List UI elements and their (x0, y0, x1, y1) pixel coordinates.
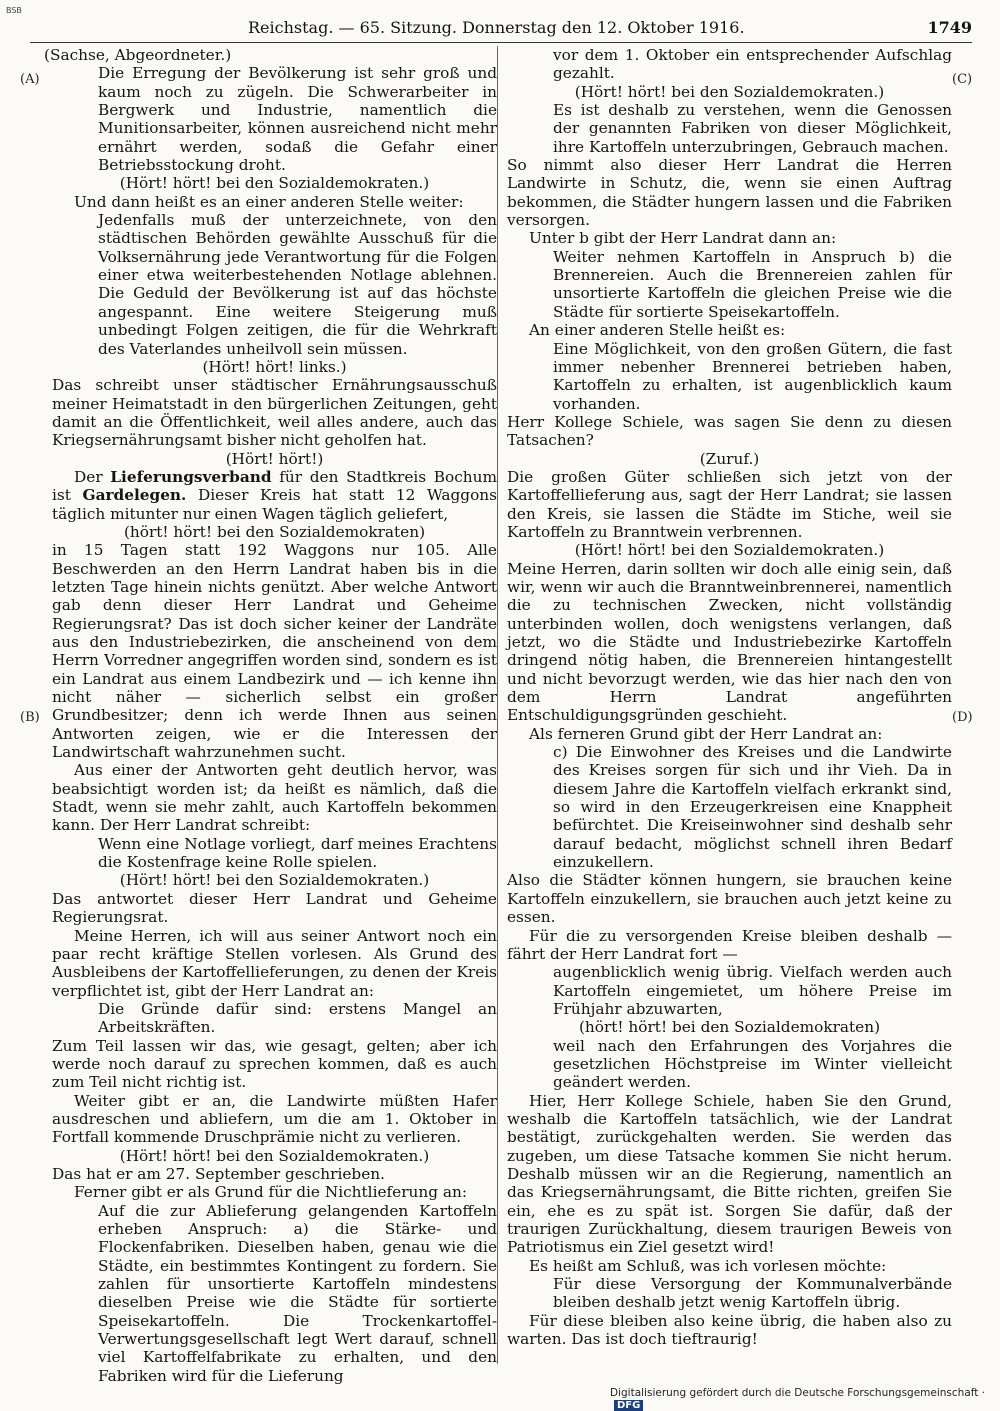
interjection: (Hört! hört! bei den Sozialdemokraten.) (574, 541, 885, 560)
paragraph: Als ferneren Grund gibt der Herr Landrat an: (529, 724, 883, 743)
paragraph: Das schreibt unser städtischer Ernährungsausschuß meiner Heimatstadt in den bürgerlichen Zeitungen, geht damit an die Öffentlichkeit, weil alles andere, auch das Kriegsernährungsamt bisher nicht geholfen hat. (52, 376, 497, 450)
paragraph: Unter b gibt der Herr Landrat dann an: (529, 229, 837, 248)
paragraph: Zum Teil lassen wir das, wie gesagt, gelten; aber ich werde noch darauf zu sprechen kommen, daß es auch zum Teil nicht richtig ist. (52, 1036, 497, 1092)
speaker-line: (Sachse, Abgeordneter.) (44, 46, 232, 64)
paragraph: Die Erregung der Bevölkerung ist sehr groß und kaum noch zu zügeln. Die Schwerarbeiter in Bergwerk und Industrie, namentlich die Munitionsarbeiter, können ausreichend nicht mehr ernährt werden, sodaß die Gefahr einer Betriebsstockung droht. (98, 64, 497, 175)
page-header (30, 14, 972, 43)
quotation: Für diese Versorgung der Kommunalverbände bleiben deshalb jetzt wenig Kartoffeln übrig. (553, 1275, 952, 1312)
paragraph: Das antwortet dieser Herr Landrat und Geheime Regierungsrat. (52, 889, 497, 927)
quotation: vor dem 1. Oktober ein entsprechender Aufschlag gezahlt. (553, 46, 952, 83)
paragraph: Für diese bleiben also keine übrig, die haben also zu warten. Das ist doch tieftraurig! (507, 1311, 952, 1349)
paragraph: Meine Herren, ich will aus seiner Antwort noch ein paar recht kräftige Stellen vorlesen. Als Grund des Ausbleibens der Kartoffellieferungen, zu denen der Kreis verpflichtet ist, gibt der Herr Landrat an: (52, 926, 497, 1000)
margin-marker-c: (C) (952, 72, 973, 87)
interjection: (Hört! hört! bei den Sozialdemokraten.) (574, 82, 885, 101)
paragraph: Meine Herren, darin sollten wir doch alle einig sein, daß wir, wenn wir auch die Branntweinbrennerei, namentlich die zu technischen Zwecken, nicht vollständig unterbinden wollen, doch wenigstens verlangen, daß jetzt, wo die Städte und Industriebezirke Kartoffeln dringend nötig haben, die Brennereien hintangestellt und nicht bevorzugt werden, wie das hier nach den von dem Herrn Landrat angeführten Entschuldigungsgründen geschieht. (507, 559, 952, 725)
quotation: weil nach den Erfahrungen des Vorjahres die gesetzlichen Höchstpreise im Winter vielleicht geändert werden. (553, 1036, 952, 1092)
interjection: (hört! hört! bei den Sozialdemokraten) (123, 522, 426, 541)
interjection: (Hört! hört! links.) (202, 357, 347, 376)
quotation: Jedenfalls muß der unterzeichnete, von den städtischen Behörden gewählte Ausschuß für die Volksernährung jede Verantwortung für die Folgen einer etwa weiterbestehenden Notlage ablehnen. Die Geduld der Bevölkerung ist auf das höchste angespannt. Eine weitere Steigerung muß unbedingt Folgen zeitigen, die für die Wehrkraft des Vaterlandes unheilvoll sein müssen. (98, 211, 497, 358)
paragraph: Weiter gibt er an, die Landwirte müßten Hafer ausdreschen und abliefern, um die am 1. Oktober in Fortfall kommende Druschprämie nicht zu verlieren. (52, 1091, 497, 1147)
paragraph: Ferner gibt er als Grund für die Nichtlieferung an: (74, 1183, 468, 1202)
paragraph: Hier, Herr Kollege Schiele, haben Sie den Grund, weshalb die Kartoffeln tatsächlich, wie der Landrat bestätigt, zurückgehalten werden. Sie werden das zugeben, um diese Tatsache kommen Sie nicht herum. Deshalb müssen wir an die Regierung, namentlich an das Kriegsernährungsamt, die Bitte richten, greifen Sie ein, ehe es zu spät ist. Sorgen Sie dafür, daß der traurigen Zurückhaltung, diesem traurigen Beweis von Patriotismus ein Ziel gesetzt wird! (507, 1091, 952, 1257)
paragraph: Also die Städter können hungern, sie brauchen keine Kartoffeln einzukellern, sie brauchen auch jetzt keine zu essen. (507, 871, 952, 927)
interjection: (Hört! hört!) (225, 449, 324, 468)
interjection: (Hört! hört! bei den Sozialdemokraten.) (119, 1146, 430, 1165)
paragraph: Der Lieferungsverband für den Stadtkreis Bochum ist Gardelegen. Dieser Kreis hat statt 12 Waggons täglich mitunter nur einen Wagen täglich geliefert, (52, 467, 497, 523)
interjection: (Zuruf.) (699, 449, 760, 468)
bold-term: Lieferungsverband (110, 467, 272, 486)
interjection: (Hört! hört! bei den Sozialdemokraten.) (119, 174, 430, 193)
paragraph: So nimmt also dieser Herr Landrat die Herren Landwirte in Schutz, die, wenn sie einen Auftrag bekommen, die Städter hungern lassen und die Fabriken versorgen. (507, 156, 952, 230)
page-number: 1749 (927, 18, 972, 37)
paragraph: Es heißt am Schluß, was ich vorlesen möchte: (529, 1256, 887, 1275)
paragraph: in 15 Tagen statt 192 Waggons nur 105. Alle Beschwerden an den Herrn Landrat haben bis in die letzten Tage hinein nichts genützt. Aber welche Antwort gab denn dieser Herr Landrat und Geheime Regierungsrat? Das ist doch sicher keiner der Landräte aus den Industriebezirken, die anscheinend von dem Herrn Vorredner angegriffen worden sind, sondern es ist ein Landrat aus einem Landbezirk und — ich kenne ihn nicht näher — sicherlich selbst ein großer Grundbesitzer; denn ich werde Ihnen aus seinen Antworten zeigen, wie er die Interessen der Landwirtschaft wahrzunehmen sucht. (52, 541, 497, 762)
quotation: Auf die zur Ablieferung gelangenden Kartoffeln erheben Anspruch: a) die Stärke- und Flockenfabriken. Dieselben haben, genau wie die Städte, ein bestimmtes Kontingent zu fordern. Sie zahlen für unsortierte Kartoffeln mindestens dieselben Preise wie die Städte für sortierte Speisekartoffeln. Die Trockenkartoffel-Verwertungsgesellschaft legt Wert darauf, schnell viel Kartoffelfabrikate zu erhalten, und den Fabriken wird für die Lieferung (98, 1201, 497, 1385)
dfg-logo: DFG (614, 1400, 643, 1411)
quotation: Wenn eine Notlage vorliegt, darf meines Erachtens die Kostenfrage keine Rolle spielen. (98, 834, 497, 872)
left-column (44, 46, 497, 1385)
digitization-credit (610, 1387, 1000, 1411)
interjection: (Hört! hört! bei den Sozialdemokraten.) (119, 871, 430, 890)
column-divider (497, 46, 498, 1364)
quotation: Weiter nehmen Kartoffeln in Anspruch b) die Brennereien. Auch die Brennereien zahlen für unsortierte Kartoffeln die gleichen Preise wie die Städte für sortierte Speisekartoffeln. (553, 247, 952, 321)
interjection: (hört! hört! bei den Sozialdemokraten) (578, 1018, 881, 1037)
quotation: Es ist deshalb zu verstehen, wenn die Genossen der genannten Fabriken von dieser Möglichkeit, ihre Kartoffeln unterzubringen, Gebrauch machen. (553, 101, 952, 156)
paragraph: Herr Kollege Schiele, was sagen Sie denn zu diesen Tatsachen? (507, 412, 952, 450)
quotation: augenblicklich wenig übrig. Vielfach werden auch Kartoffeln eingemietet, um höhere Preise im Frühjahr abzuwarten, (553, 963, 952, 1018)
quotation: c) Die Einwohner des Kreises und die Landwirte des Kreises sorgen für sich und ihr Vieh. Da in diesem Jahre die Kartoffeln vielfach erkrankt sind, so wird in den Erzeugerkreisen eine Knappheit befürchtet. Die Kreiseinwohner sind deshalb sehr darauf bedacht, möglichst schnell ihren Bedarf einzukellern. (553, 743, 952, 872)
quotation: Eine Möglichkeit, von den großen Gütern, die fast immer nebenher Brennerei betrieben haben, Kartoffeln zu erhalten, ist augenblicklich kaum vorhanden. (553, 339, 952, 413)
margin-marker-a: (A) (20, 72, 40, 87)
library-mark: BSB (6, 6, 22, 15)
bold-term: Gardelegen. (82, 486, 187, 505)
right-column (507, 46, 952, 1348)
paragraph: An einer anderen Stelle heißt es: (529, 321, 786, 340)
margin-marker-d: (D) (952, 710, 973, 725)
paragraph: Und dann heißt es an einer anderen Stelle weiter: (74, 192, 464, 211)
margin-marker-b: (B) (20, 710, 40, 725)
paragraph: Aus einer der Antworten geht deutlich hervor, was beabsichtigt worden ist; da heißt es nämlich, daß die Stadt, wenn sie mehr zahlt, auch Kartoffeln bekommen kann. Der Herr Landrat schreibt: (52, 761, 497, 835)
quotation: Die Gründe dafür sind: erstens Mangel an Arbeitskräften. (98, 999, 497, 1037)
paragraph: Die großen Güter schließen sich jetzt von der Kartoffellieferung aus, sagt der Herr Landrat; sie lassen den Kreis, sie lassen die Städte im Stiche, weil sie Kartoffeln zu Branntwein verbrennen. (507, 467, 952, 541)
paragraph: Das hat er am 27. September geschrieben. (52, 1164, 385, 1183)
paragraph: Für die zu versorgenden Kreise bleiben deshalb — fährt der Herr Landrat fort — (507, 926, 952, 963)
credit-text: Digitalisierung gefördert durch die Deutsche Forschungsgemeinschaft · (610, 1387, 986, 1399)
running-title: Reichstag. — 65. Sitzung. Donnerstag den 12. Oktober 1916. (248, 18, 745, 37)
